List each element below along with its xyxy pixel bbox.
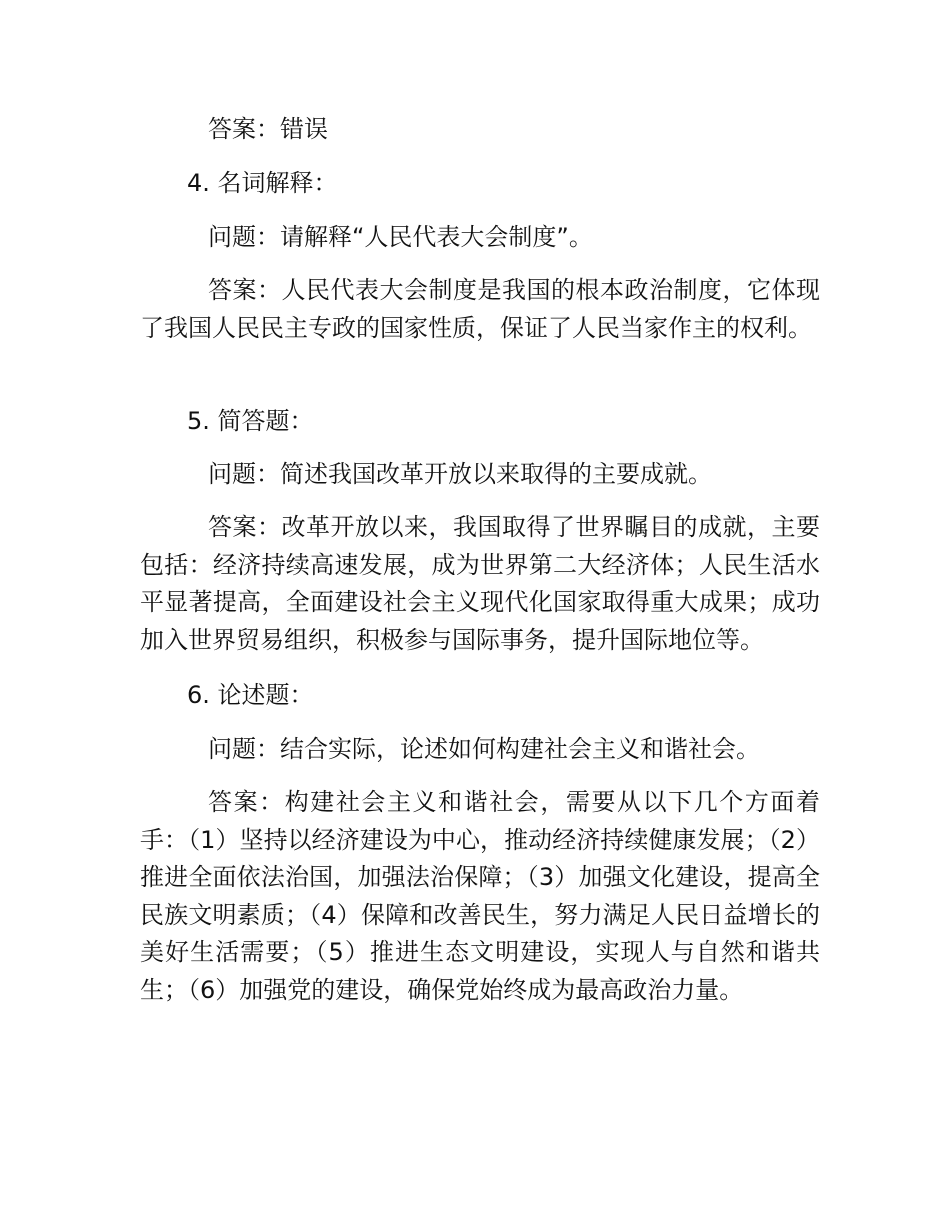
q5-heading: 5. 简答题： — [187, 407, 314, 435]
q5-question: 问题：简述我国改革开放以来取得的主要成就。 — [208, 460, 712, 488]
q5-answer: 答案：改革开放以来，我国取得了世界瞩目的成就，主要包括：经济持续高速发展，成为世界第二大经济体；人民生活水平显著提高，全面建设社会主义现代化国家取得重大成果；成功加入世界贸易组织，积极参与国际事务，提升国际地位等。 — [140, 513, 820, 654]
q6-heading: 6. 论述题： — [187, 681, 314, 709]
q4-heading: 4. 名词解释： — [187, 169, 338, 197]
q6-answer: 答案：构建社会主义和谐社会，需要从以下几个方面着手：（1）坚持以经济建设为中心，推动经济持续健康发展；（2）推进全面依法治国，加强法治保障；（3）加强文化建设，提高全民族文明素质；（4）保障和改善民生，努力满足人民日益增长的美好生活需要；（5）推进生态文明建设，实现人与自然和谐共生；（6）加强党的建设，确保党始终成为最高政治力量。 — [140, 788, 820, 1004]
q4-question: 问题：请解释“人民代表大会制度”。 — [208, 223, 593, 251]
q6-question: 问题：结合实际，论述如何构建社会主义和谐社会。 — [208, 735, 760, 763]
q4-answer: 答案：人民代表大会制度是我国的根本政治制度，它体现了我国人民民主专政的国家性质，保证了人民当家作主的权利。 — [140, 276, 820, 342]
q3-answer: 答案：错误 — [208, 115, 328, 143]
